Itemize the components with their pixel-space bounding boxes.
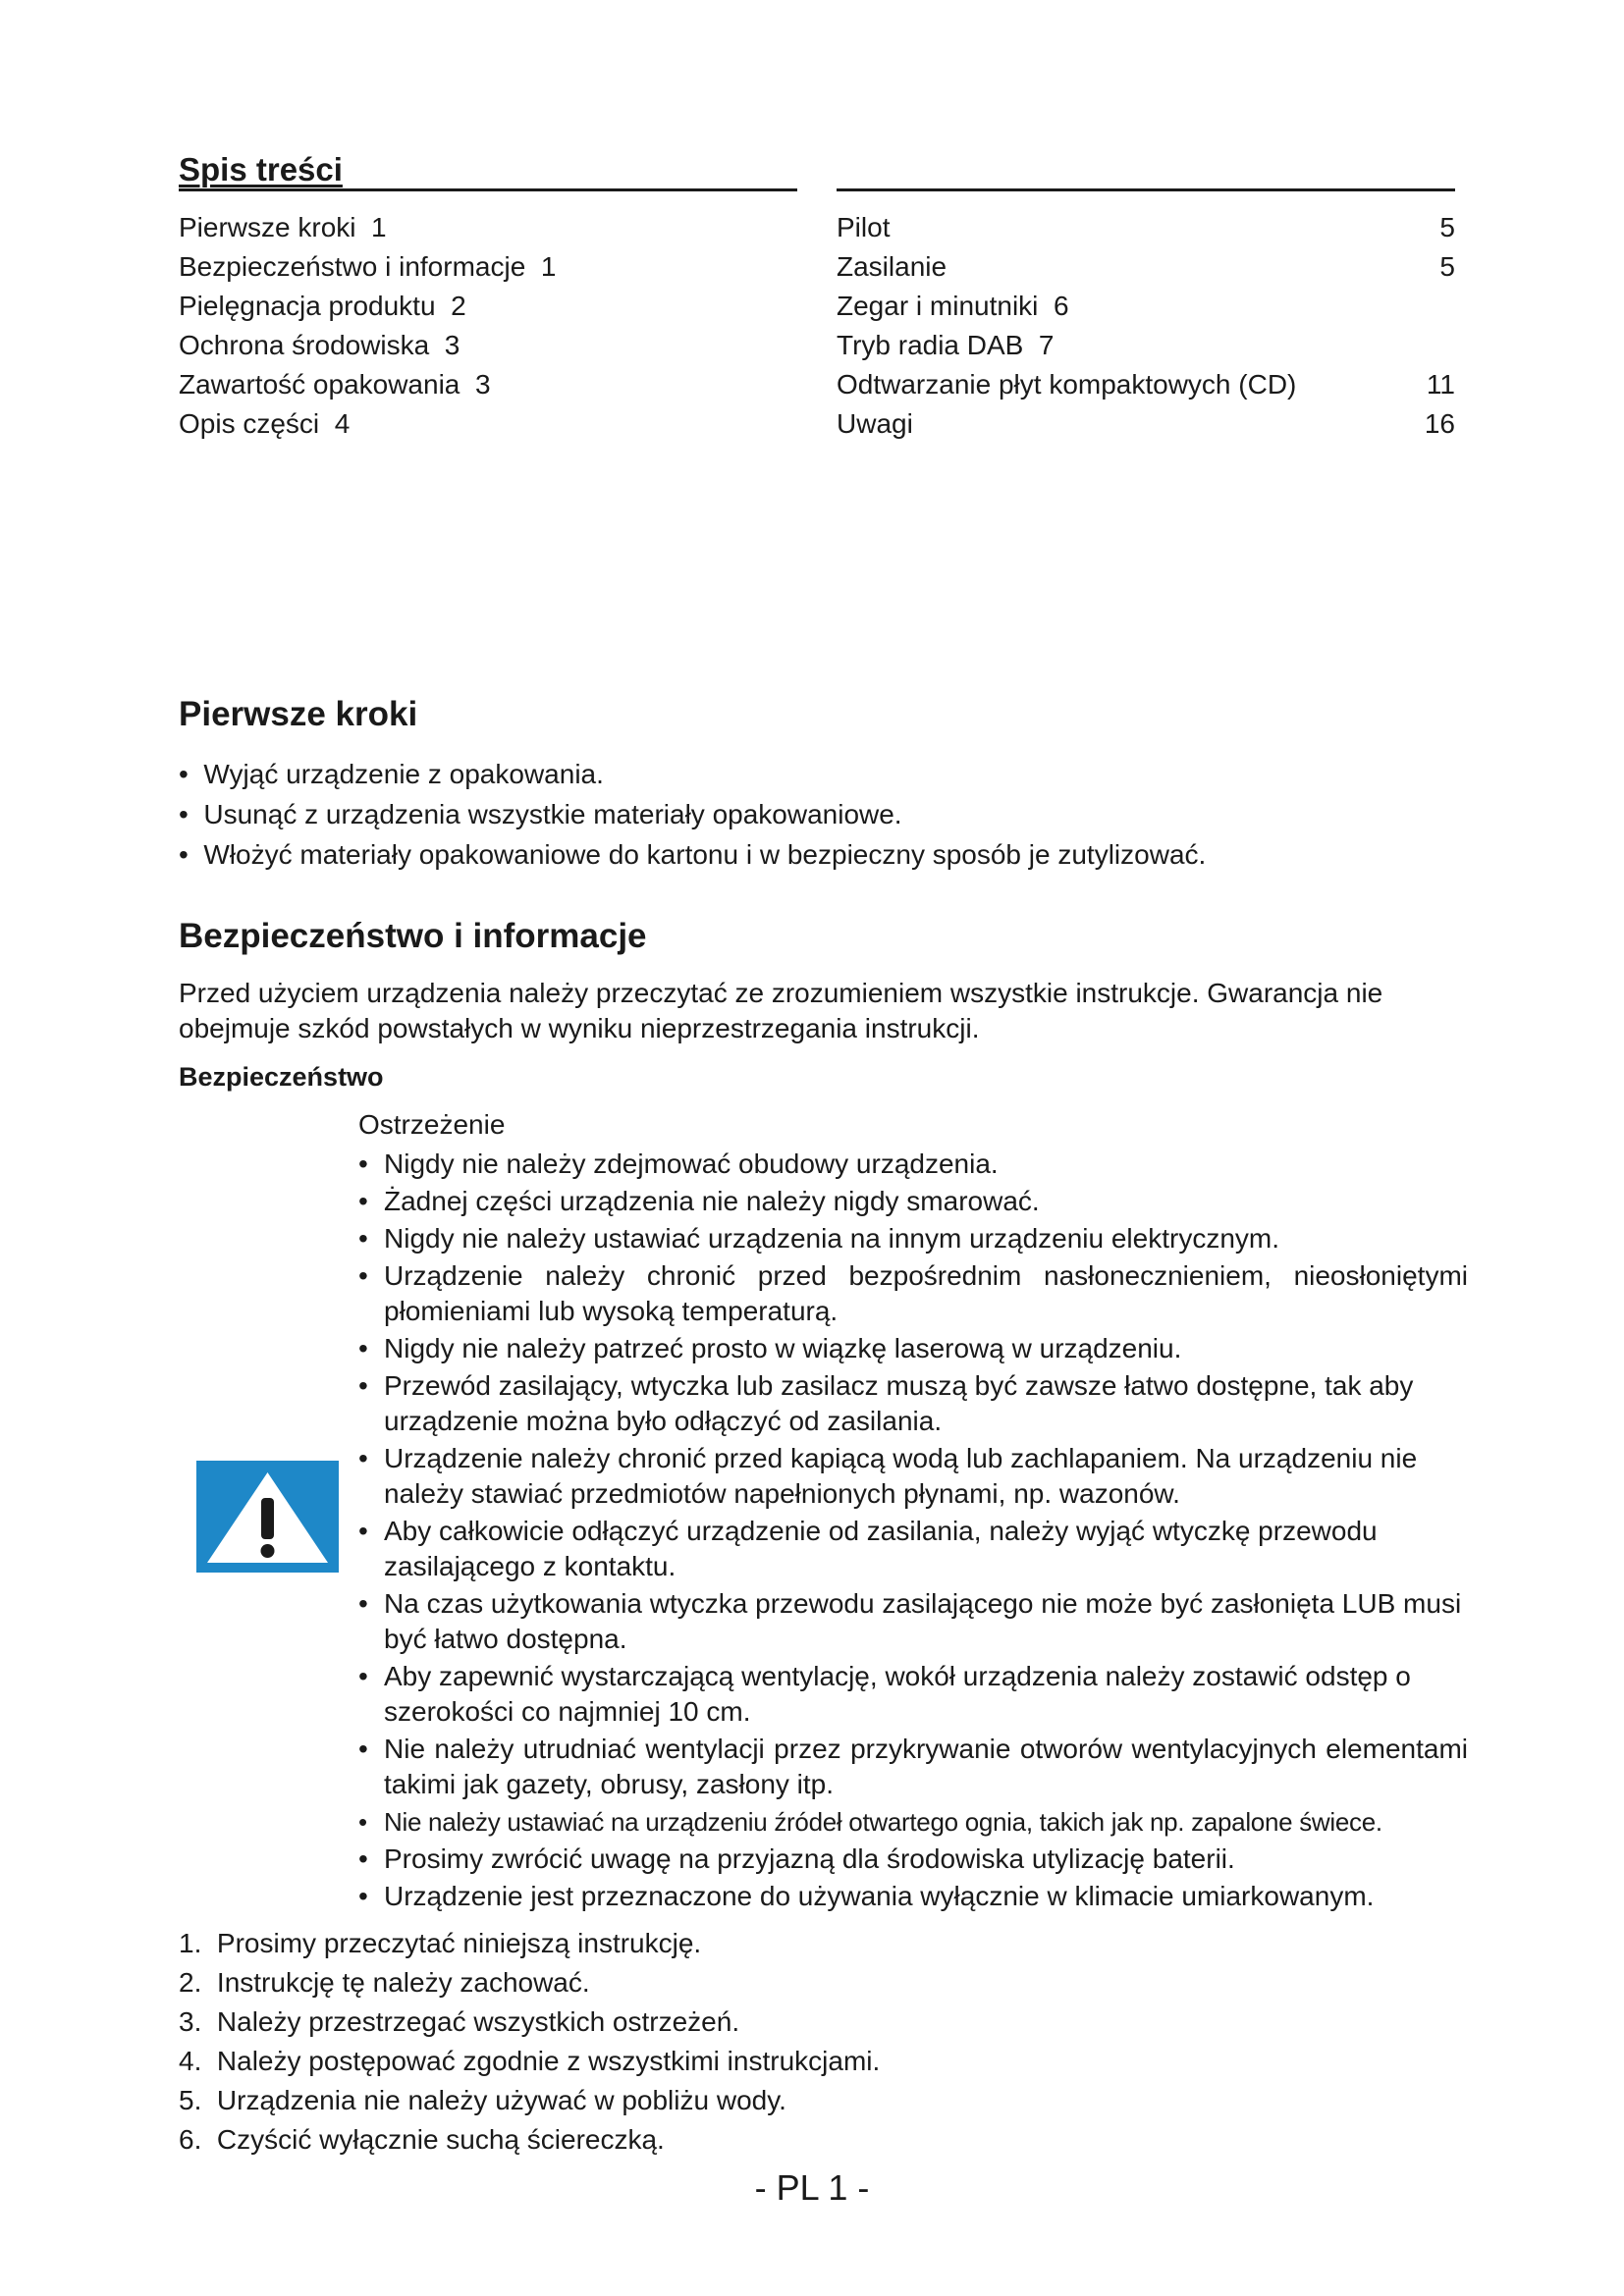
item-number: 3. <box>179 2006 202 2037</box>
item-number: 6. <box>179 2124 202 2155</box>
warning-item-text: • Nie należy utrudniać wentylacji przez przykrywanie otworów wentylacyjnych elementami takimi jak gazety, obrusy, zasłony itp. <box>384 1734 1468 1799</box>
item-text: Prosimy przeczytać niniejszą instrukcję. <box>216 1928 702 1958</box>
toc-entry[interactable] <box>179 287 768 326</box>
item-text: Urządzenia nie należy używać w pobliżu wody. <box>216 2085 786 2115</box>
toc-entry-label: Bezpieczeństwo i informacje <box>179 251 526 282</box>
numbered-item <box>179 1924 1455 1963</box>
warning-item-text: • Urządzenie jest przeznaczone do używania wyłącznie w klimacie umiarkowanym. <box>384 1881 1375 1911</box>
warning-item-text: • Przewód zasilający, wtyczka lub zasilacz muszą być zawsze łatwo dostępne, tak aby urządzenie można było odłączyć od zasilania. <box>384 1370 1414 1436</box>
toc-entry-page: 16 <box>1424 408 1455 439</box>
toc-entry-label: Zasilanie <box>837 251 947 282</box>
warning-block <box>358 1107 1468 1916</box>
warning-item <box>358 1514 1468 1584</box>
warning-item-text: • Aby zapewnić wystarczającą wentylację, wokół urządzenia należy zostawić odstęp o szerokości co najmniej 10 cm. <box>384 1661 1411 1727</box>
toc-entry[interactable] <box>179 247 768 287</box>
toc-entry[interactable] <box>837 326 1455 365</box>
toc-entry-label: Pielęgnacja produktu <box>179 291 436 321</box>
toc-entry-page: 5 <box>1439 251 1455 282</box>
toc-title <box>179 151 343 188</box>
toc-entry-page: 1 <box>540 251 557 282</box>
warning-item-text: • Nie należy ustawiać na urządzeniu źródeł otwartego ognia, takich jak np. zapalone świece. <box>384 1807 1382 1837</box>
toc-entry[interactable] <box>837 247 1455 287</box>
toc-rule-left <box>179 188 797 191</box>
toc-entry-page: 1 <box>371 212 387 242</box>
list-item-text: Usunąć z urządzenia wszystkie materiały opakowaniowe. <box>203 799 902 829</box>
toc-entry-page: 7 <box>1038 330 1055 360</box>
warning-item-text: • Prosimy zwrócić uwagę na przyjazną dla środowiska utylizację baterii. <box>384 1843 1235 1874</box>
warning-item-text: • Nigdy nie należy patrzeć prosto w wiązkę laserową w urządzeniu. <box>384 1333 1182 1363</box>
warning-item-text: • Żadnej części urządzenia nie należy nigdy smarować. <box>384 1186 1040 1216</box>
warning-item <box>358 1258 1468 1329</box>
item-number: 2. <box>179 1967 202 1998</box>
toc-entry[interactable] <box>179 404 768 444</box>
toc-entry[interactable] <box>837 287 1455 326</box>
numbered-list <box>179 1924 1455 2160</box>
warning-item <box>358 1732 1468 1802</box>
toc-entry-label: Zawartość opakowania <box>179 369 460 400</box>
toc-entry-label: Pierwsze kroki <box>179 212 356 242</box>
toc-entry[interactable] <box>837 365 1455 404</box>
warning-item-text: • Nigdy nie należy ustawiać urządzenia na innym urządzeniu elektrycznym. <box>384 1223 1279 1254</box>
toc-entry-label: Opis części <box>179 408 320 439</box>
item-text: Instrukcję tę należy zachować. <box>216 1967 590 1998</box>
toc-entry[interactable] <box>179 326 768 365</box>
warning-item <box>358 1804 1468 1840</box>
warning-item-text: • Na czas użytkowania wtyczka przewodu zasilającego nie może być zasłonięta LUB musi być łatwo dostępna. <box>384 1588 1462 1654</box>
numbered-item <box>179 2042 1455 2081</box>
warning-item <box>358 1659 1468 1730</box>
toc-left-column <box>179 208 768 444</box>
warning-item-text: • Urządzenie należy chronić przed bezpośrednim nasłonecznieniem, nieosłoniętymi płomieniami lub wysoką temperaturą. <box>384 1260 1468 1326</box>
warning-item <box>358 1221 1468 1256</box>
warning-item <box>358 1331 1468 1366</box>
toc-entry-page: 3 <box>474 369 491 400</box>
list-item: • Wyjąć urządzenie z opakowania. <box>179 759 604 789</box>
safety-intro: Przed użyciem urządzenia należy przeczytać ze zrozumieniem wszystkie instrukcje. Gwarancja nie obejmuje szkód powstałych w wyniku nieprzestrzegania instrukcji. <box>179 978 1383 1043</box>
warning-item <box>358 1586 1468 1657</box>
list-item: • Włożyć materiały opakowaniowe do kartonu i w bezpieczny sposób je zutylizować. <box>179 839 1207 870</box>
warning-item-text: • Nigdy nie należy zdejmować obudowy urządzenia. <box>384 1148 999 1179</box>
numbered-item <box>179 1963 1455 2002</box>
warning-item-text: • Aby całkowicie odłączyć urządzenie od zasilania, należy wyjąć wtyczkę przewodu zasilającego z kontaktu. <box>384 1516 1378 1581</box>
warning-item <box>358 1368 1468 1439</box>
toc-entry-label: Uwagi <box>837 408 913 439</box>
page-number: - PL 1 - <box>754 2167 870 2208</box>
toc-entry[interactable] <box>179 365 768 404</box>
warning-item <box>358 1147 1468 1182</box>
list-item-text: Włożyć materiały opakowaniowe do kartonu i w bezpieczny sposób je zutylizować. <box>203 839 1207 870</box>
toc-entry-label: Odtwarzanie płyt kompaktowych (CD) <box>837 369 1297 400</box>
item-text: Czyścić wyłącznie suchą ściereczką. <box>216 2124 665 2155</box>
warning-item <box>358 1842 1468 1877</box>
toc-entry[interactable] <box>837 404 1455 444</box>
toc-entry-label: Ochrona środowiska <box>179 330 430 360</box>
toc-entry-label: Tryb radia DAB <box>837 330 1024 360</box>
toc-entry-page: 2 <box>451 291 466 321</box>
warning-item <box>358 1184 1468 1219</box>
toc-entry-label: Zegar i minutniki <box>837 291 1039 321</box>
toc-entry-page: 4 <box>334 408 351 439</box>
toc-entry-page: 3 <box>444 330 460 360</box>
item-number: 5. <box>179 2085 202 2115</box>
toc-entry-page: 5 <box>1439 212 1455 242</box>
first-steps-heading: Pierwsze kroki <box>179 695 418 733</box>
toc-rule-right <box>837 188 1455 191</box>
warning-item <box>358 1441 1468 1512</box>
item-text: Należy postępować zgodnie z wszystkimi instrukcjami. <box>216 2046 881 2076</box>
toc-entry-label: Pilot <box>837 212 891 242</box>
toc-title-text: Spis treści <box>179 151 343 187</box>
item-number: 4. <box>179 2046 202 2076</box>
warning-icon-graphic <box>196 1461 339 1573</box>
numbered-item <box>179 2002 1455 2042</box>
item-text: Należy przestrzegać wszystkich ostrzeżeń. <box>216 2006 740 2037</box>
list-item: • Usunąć z urządzenia wszystkie materiały opakowaniowe. <box>179 799 902 829</box>
numbered-item <box>179 2081 1455 2120</box>
warning-item <box>358 1879 1468 1914</box>
safety-heading: Bezpieczeństwo i informacje <box>179 917 647 955</box>
toc-entry[interactable] <box>837 208 1455 247</box>
warning-item-text: • Urządzenie należy chronić przed kapiącą wodą lub zachlapaniem. Na urządzeniu nie należy stawiać przedmiotów napełnionych płynami, np. wazonów. <box>384 1443 1418 1509</box>
list-item-text: Wyjąć urządzenie z opakowania. <box>203 759 604 789</box>
toc-entry[interactable] <box>179 208 768 247</box>
numbered-item <box>179 2120 1455 2160</box>
toc-entry-page: 6 <box>1053 291 1069 321</box>
warning-label: Ostrzeżenie <box>358 1109 506 1140</box>
item-number: 1. <box>179 1928 202 1958</box>
warning-icon <box>196 1461 339 1573</box>
safety-subheading: Bezpieczeństwo <box>179 1062 384 1092</box>
toc-entry-page: 11 <box>1426 369 1455 400</box>
first-steps-list <box>179 754 1455 875</box>
toc-right-column <box>837 208 1455 444</box>
